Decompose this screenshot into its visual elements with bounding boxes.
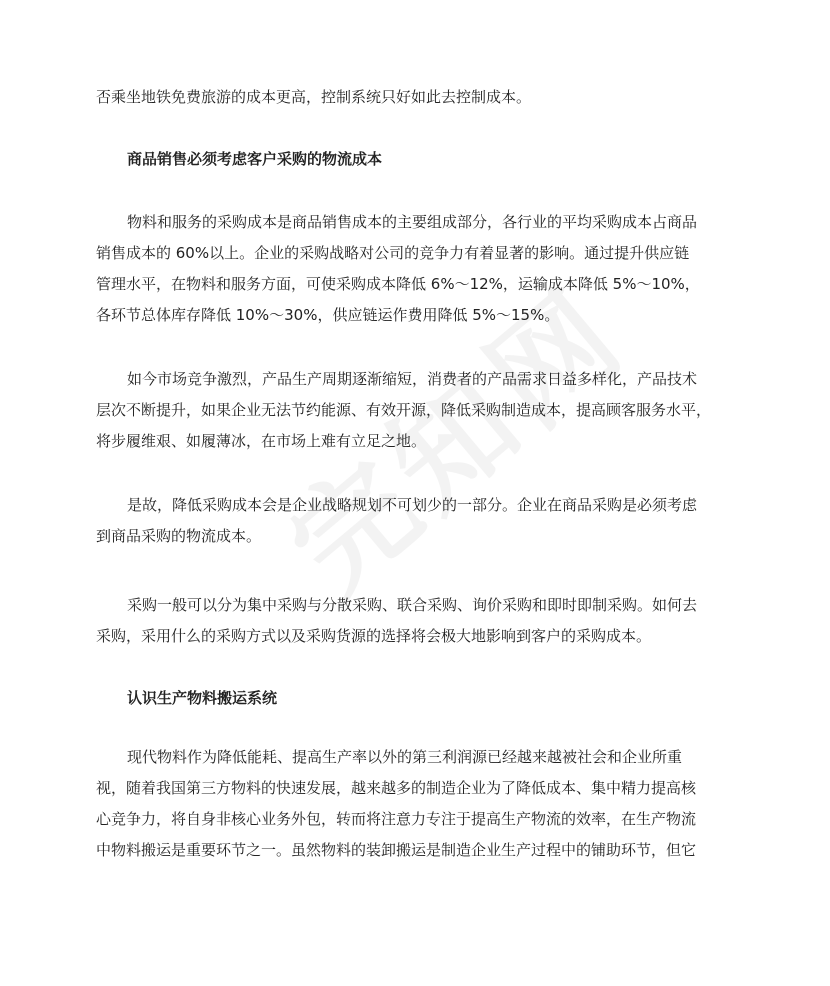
paragraph-procurement-types xyxy=(96,590,736,652)
section-heading-logistics-cost xyxy=(96,144,736,175)
section-heading: 认识生产物料搬运系统 xyxy=(127,689,278,707)
paragraph-line: 采购，采用什么的采购方式以及采购货源的选择将会极大地影响到客户的采购成本。 xyxy=(96,627,652,645)
paragraph-modern-logistics xyxy=(96,742,736,866)
paragraph-strategy xyxy=(96,490,736,552)
paragraph-market-competition xyxy=(96,364,736,457)
paragraph-line: 是故，降低采购成本会是企业战略规划不可划少的一部分。企业在商品采购是必须考虑 xyxy=(127,496,698,514)
section-heading: 商品销售必须考虑客户采购的物流成本 xyxy=(127,150,383,168)
paragraph-line: 将步履维艰、如履薄冰，在市场上难有立足之地。 xyxy=(96,432,427,450)
paragraph-line: 中物料搬运是重要环节之一。虽然物料的装卸搬运是制造企业生产过程中的铺助环节，但它 xyxy=(96,841,697,859)
paragraph-line: 采购一般可以分为集中采购与分散采购、联合采购、询价采购和即时即制采购。如何去 xyxy=(127,596,698,614)
paragraph-line: 如今市场竞争激烈，产品生产周期逐渐缩短，消费者的产品需求日益多样化，产品技术 xyxy=(127,370,698,388)
paragraph-line: 到商品采购的物流成本。 xyxy=(96,527,262,545)
paragraph-line: 否乘坐地铁免费旅游的成本更高，控制系统只好如此去控制成本。 xyxy=(96,88,532,106)
intro-paragraph xyxy=(96,82,736,113)
paragraph-line: 层次不断提升，如果企业无法节约能源、有效开源，降低采购制造成本，提高顾客服务水平， xyxy=(96,401,712,419)
paragraph-line: 销售成本的 60%以上。企业的采购战略对公司的竞争力有着显著的影响。通过提升供应链 xyxy=(96,244,690,262)
section-heading-material-handling xyxy=(96,683,736,714)
paragraph-line: 物料和服务的采购成本是商品销售成本的主要组成部分，各行业的平均采购成本占商品 xyxy=(127,213,698,231)
paragraph-line: 心竞争力，将自身非核心业务外包，转而将注意力专注于提高生产物流的效率，在生产物流 xyxy=(96,810,697,828)
paragraph-line: 现代物料作为降低能耗、提高生产率以外的第三利润源已经越来越被社会和企业所重 xyxy=(127,748,683,766)
paragraph-line: 各环节总体库存降低 10%～30%，供应链运作费用降低 5%～15%。 xyxy=(96,306,560,324)
paragraph-line: 管理水平，在物料和服务方面，可使采购成本降低 6%～12%，运输成本降低 5%～10%， xyxy=(96,275,700,293)
paragraph-procurement-cost xyxy=(96,207,736,331)
paragraph-line: 视，随着我国第三方物料的快速发展，越来越多的制造企业为了降低成本、集中精力提高核 xyxy=(96,779,697,797)
